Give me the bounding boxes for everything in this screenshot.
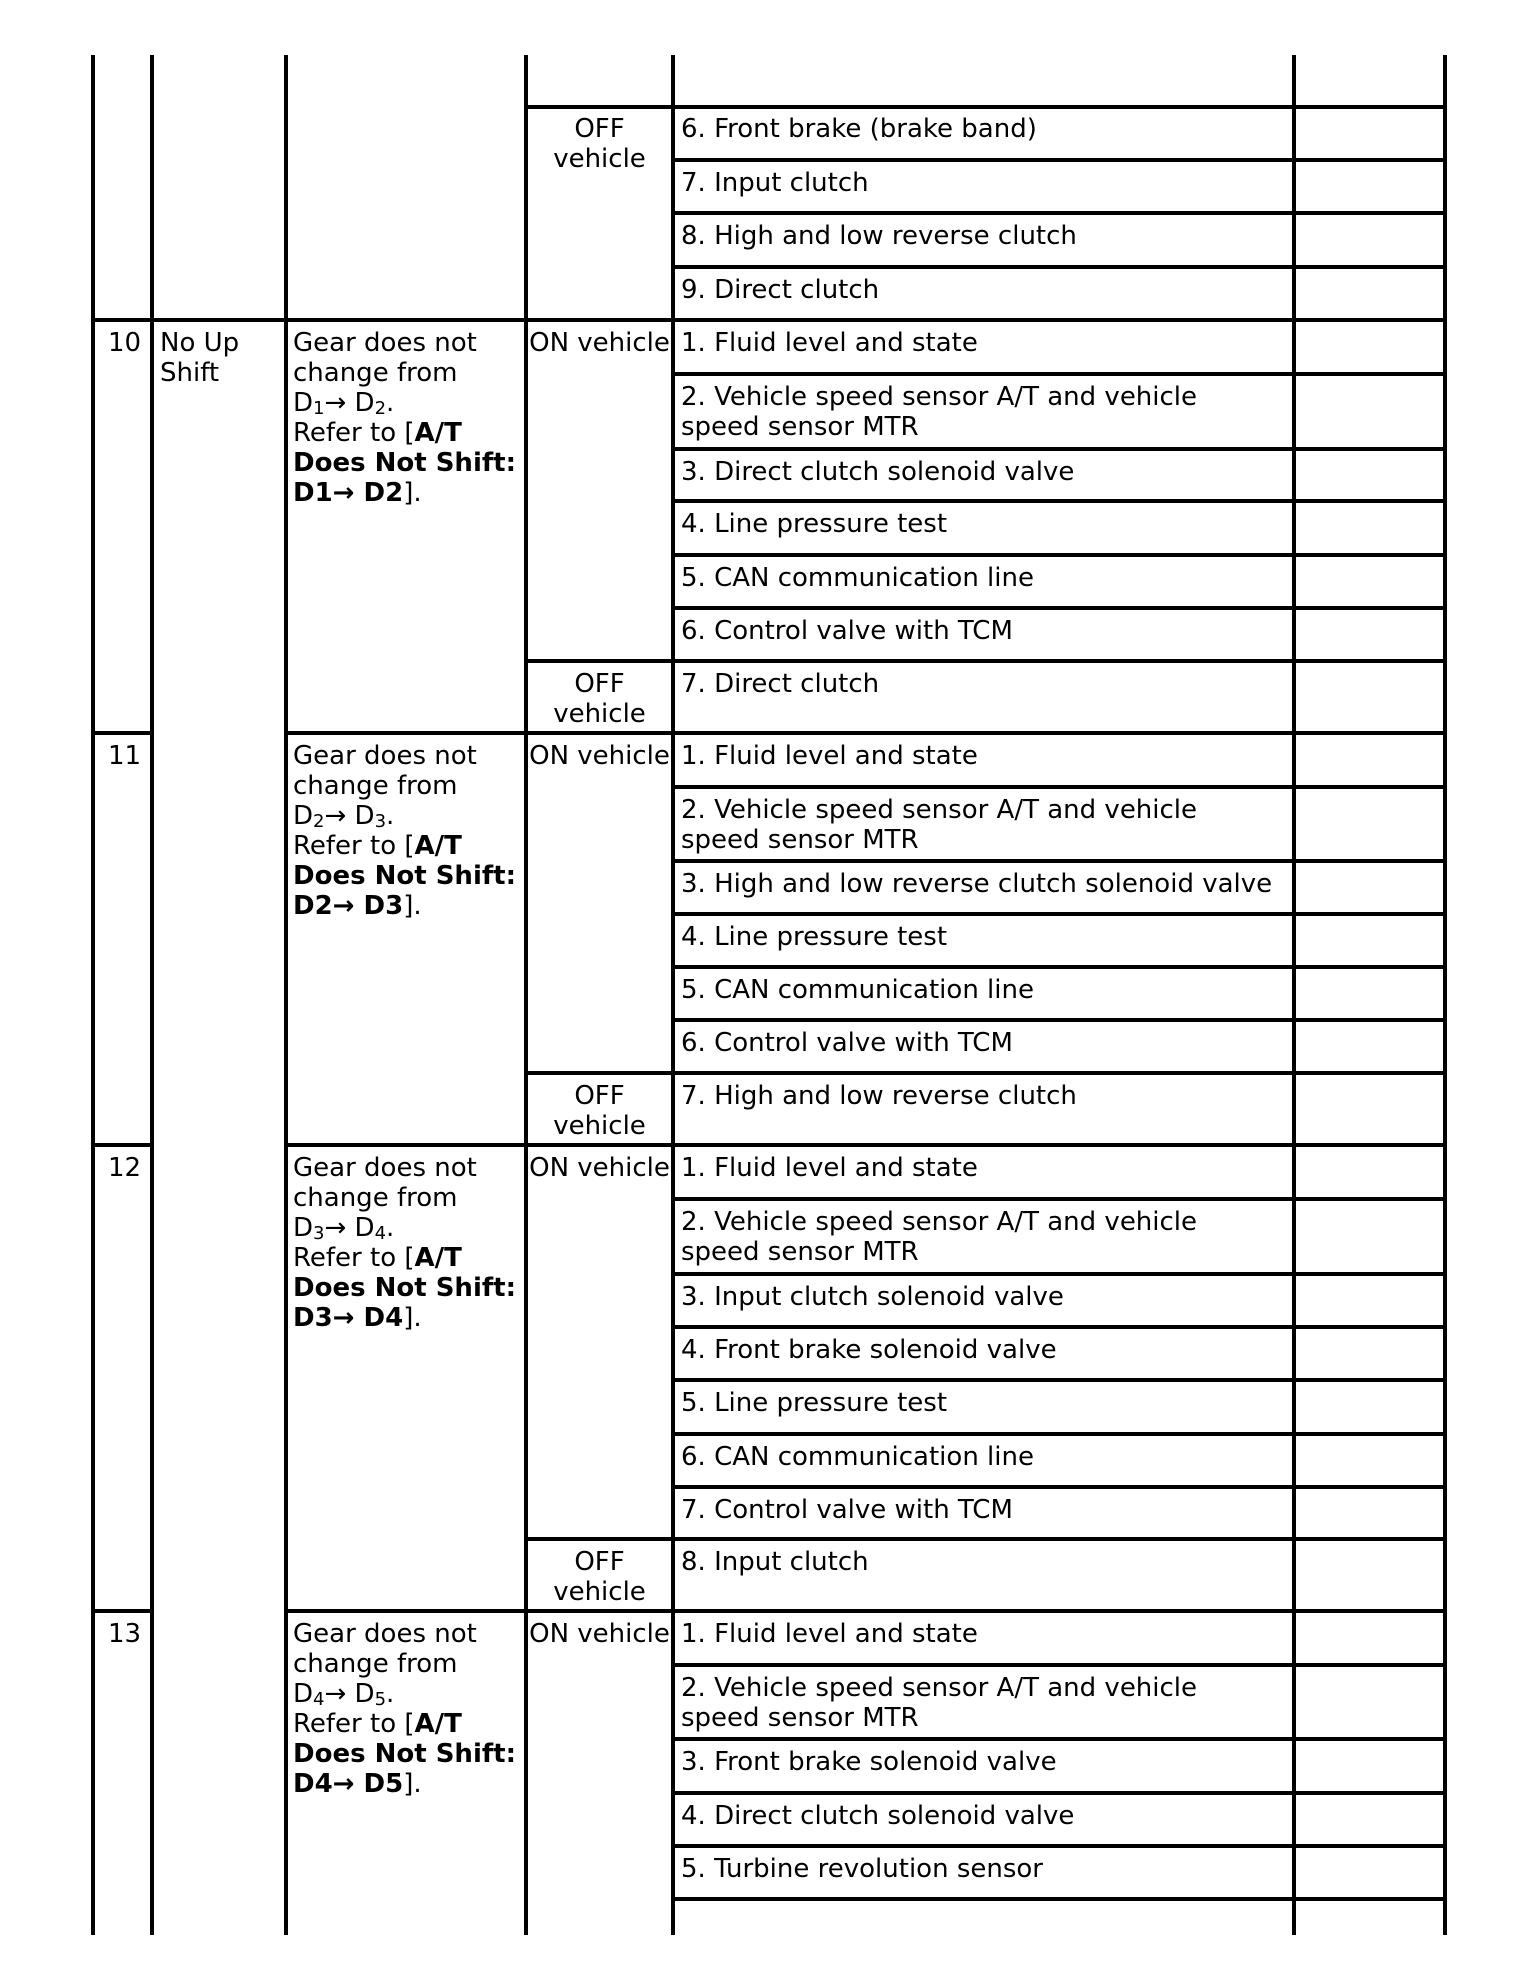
- gear-to-sub: 5: [374, 1689, 387, 1710]
- col-border-7: [1443, 55, 1447, 1935]
- refer-link[interactable]: A/T Does Not Shift: D3→ D4: [293, 1243, 516, 1333]
- symptom-label: No Up Shift: [160, 328, 240, 388]
- gear-to: D: [354, 388, 375, 418]
- gear-to-sub: 3: [374, 811, 387, 832]
- gear-from-sub: 1: [313, 398, 325, 419]
- check-item: 2. Vehicle speed sensor A/T and vehicle speed sensor MTR: [681, 382, 1198, 442]
- item-separator: [671, 1378, 1447, 1382]
- gear-description: Gear does not change from $D_1\to D_2$. Refer to [A/T Does Not Shift: D1→ D2].: [293, 328, 516, 508]
- item-separator: [671, 1197, 1447, 1201]
- check-item: 5. CAN communication line: [681, 563, 1034, 593]
- gear-from-sub: 3: [313, 1223, 325, 1244]
- row-separator: [91, 731, 154, 735]
- condition-label: OFF vehicle: [553, 1081, 646, 1141]
- gear-text: Gear does not change from D: [293, 1619, 477, 1709]
- check-item: 1. Fluid level and state: [681, 1153, 978, 1183]
- condition-label: ON vehicle: [529, 1153, 670, 1183]
- check-item: 2. Vehicle speed sensor A/T and vehicle speed sensor MTR: [681, 1207, 1198, 1267]
- item-separator: [671, 1018, 1447, 1022]
- check-item: 4. Line pressure test: [681, 922, 948, 952]
- period: .: [386, 1213, 395, 1243]
- condition-label: OFF vehicle: [553, 669, 646, 729]
- check-item: 4. Front brake solenoid valve: [681, 1335, 1057, 1365]
- item-separator: [671, 1844, 1447, 1848]
- item-separator: [671, 158, 1447, 162]
- col-border-2: [150, 55, 154, 1935]
- check-item: 9. Direct clutch: [681, 275, 880, 305]
- arrow: →: [324, 1679, 347, 1709]
- row-separator: [91, 1143, 154, 1147]
- item-separator: [671, 606, 1447, 610]
- cond-separator: [524, 105, 1447, 109]
- row-number: 13: [108, 1619, 142, 1649]
- check-item: 5. Line pressure test: [681, 1388, 948, 1418]
- item-separator: [671, 1737, 1447, 1741]
- cond-separator: [524, 1071, 1447, 1075]
- check-item: 7. Control valve with TCM: [681, 1495, 1013, 1525]
- row-number: 11: [108, 741, 142, 771]
- period: .: [386, 1679, 395, 1709]
- refer-text: Refer to [: [293, 1709, 415, 1739]
- check-item: 7. High and low reverse clutch: [681, 1081, 1077, 1111]
- col-border-5: [671, 55, 675, 1935]
- item-separator: [671, 1663, 1447, 1667]
- check-item: 1. Fluid level and state: [681, 328, 978, 358]
- check-item: 4. Line pressure test: [681, 509, 948, 539]
- row-separator: [284, 731, 1447, 735]
- arrow: →: [324, 388, 347, 418]
- item-separator: [671, 1325, 1447, 1329]
- item-separator: [671, 1272, 1447, 1276]
- condition-label: ON vehicle: [529, 741, 670, 771]
- item-separator: [671, 499, 1447, 503]
- gear-text: Gear does not change from D: [293, 741, 477, 831]
- refer-text: Refer to [: [293, 831, 415, 861]
- condition-label: OFF vehicle: [553, 1547, 646, 1607]
- row-separator: [91, 1609, 154, 1613]
- refer-link[interactable]: A/T Does Not Shift: D2→ D3: [293, 831, 516, 921]
- cond-separator: [524, 1537, 1447, 1541]
- check-item: 6. Front brake (brake band): [681, 114, 1037, 144]
- item-separator: [671, 859, 1447, 863]
- col-border-1: [91, 55, 95, 1935]
- gear-to: D: [354, 1213, 375, 1243]
- gear-description: Gear does not change from $D_4\to D_5$. Refer to [A/T Does Not Shift: D4→ D5].: [293, 1619, 516, 1799]
- check-item: 8. High and low reverse clutch: [681, 221, 1077, 251]
- item-separator: [671, 1432, 1447, 1436]
- row-separator: [284, 1143, 1447, 1147]
- gear-to: D: [354, 1679, 375, 1709]
- gear-to-sub: 2: [374, 398, 387, 419]
- gear-text: Gear does not change from D: [293, 1153, 477, 1243]
- check-item: 3. Input clutch solenoid valve: [681, 1282, 1064, 1312]
- check-item: 2. Vehicle speed sensor A/T and vehicle speed sensor MTR: [681, 795, 1198, 855]
- gear-from-sub: 2: [313, 811, 325, 832]
- row-separator: [91, 318, 1447, 322]
- gear-description: Gear does not change from $D_3\to D_4$. Refer to [A/T Does Not Shift: D3→ D4].: [293, 1153, 516, 1333]
- check-item: 2. Vehicle speed sensor A/T and vehicle speed sensor MTR: [681, 1673, 1198, 1733]
- refer-text: Refer to [: [293, 1243, 415, 1273]
- item-separator: [671, 1897, 1447, 1901]
- check-item: 3. Direct clutch solenoid valve: [681, 457, 1075, 487]
- refer-text: Refer to [: [293, 418, 415, 448]
- row-number: 12: [108, 1153, 142, 1183]
- condition-label: ON vehicle: [529, 1619, 670, 1649]
- item-separator: [671, 1791, 1447, 1795]
- refer-link[interactable]: A/T Does Not Shift: D1→ D2: [293, 418, 516, 508]
- check-item: 6. Control valve with TCM: [681, 616, 1013, 646]
- row-separator: [284, 1609, 1447, 1613]
- item-separator: [671, 785, 1447, 789]
- gear-from-sub: 4: [313, 1689, 325, 1710]
- condition-label: OFF vehicle: [553, 114, 646, 174]
- check-item: 5. CAN communication line: [681, 975, 1034, 1005]
- gear-text: Gear does not change from D: [293, 328, 477, 418]
- check-item: 4. Direct clutch solenoid valve: [681, 1801, 1075, 1831]
- item-separator: [671, 265, 1447, 269]
- gear-description: Gear does not change from $D_2\to D_3$. Refer to [A/T Does Not Shift: D2→ D3].: [293, 741, 516, 921]
- check-item: 3. High and low reverse clutch solenoid valve: [681, 869, 1273, 899]
- check-item: 1. Fluid level and state: [681, 741, 978, 771]
- period: .: [386, 801, 395, 831]
- condition-label: ON vehicle: [529, 328, 670, 358]
- item-separator: [671, 372, 1447, 376]
- check-item: 6. Control valve with TCM: [681, 1028, 1013, 1058]
- check-item: 1. Fluid level and state: [681, 1619, 978, 1649]
- check-item: 3. Front brake solenoid valve: [681, 1747, 1057, 1777]
- arrow: →: [324, 801, 347, 831]
- check-item: 8. Input clutch: [681, 1547, 869, 1577]
- col-border-6: [1292, 55, 1296, 1935]
- item-separator: [671, 553, 1447, 557]
- period: .: [386, 388, 395, 418]
- row-number: 10: [108, 328, 142, 358]
- check-item: 7. Direct clutch: [681, 669, 880, 699]
- item-separator: [671, 211, 1447, 215]
- item-separator: [671, 447, 1447, 451]
- item-separator: [671, 965, 1447, 969]
- gear-to: D: [354, 801, 375, 831]
- check-item: 5. Turbine revolution sensor: [681, 1854, 1043, 1884]
- item-separator: [671, 1485, 1447, 1489]
- col-border-3: [284, 55, 288, 1935]
- gear-to-sub: 4: [374, 1223, 387, 1244]
- item-separator: [671, 912, 1447, 916]
- arrow: →: [324, 1213, 347, 1243]
- cond-separator: [524, 659, 1447, 663]
- check-item: 7. Input clutch: [681, 168, 869, 198]
- check-item: 6. CAN communication line: [681, 1442, 1034, 1472]
- refer-link[interactable]: A/T Does Not Shift: D4→ D5: [293, 1709, 516, 1799]
